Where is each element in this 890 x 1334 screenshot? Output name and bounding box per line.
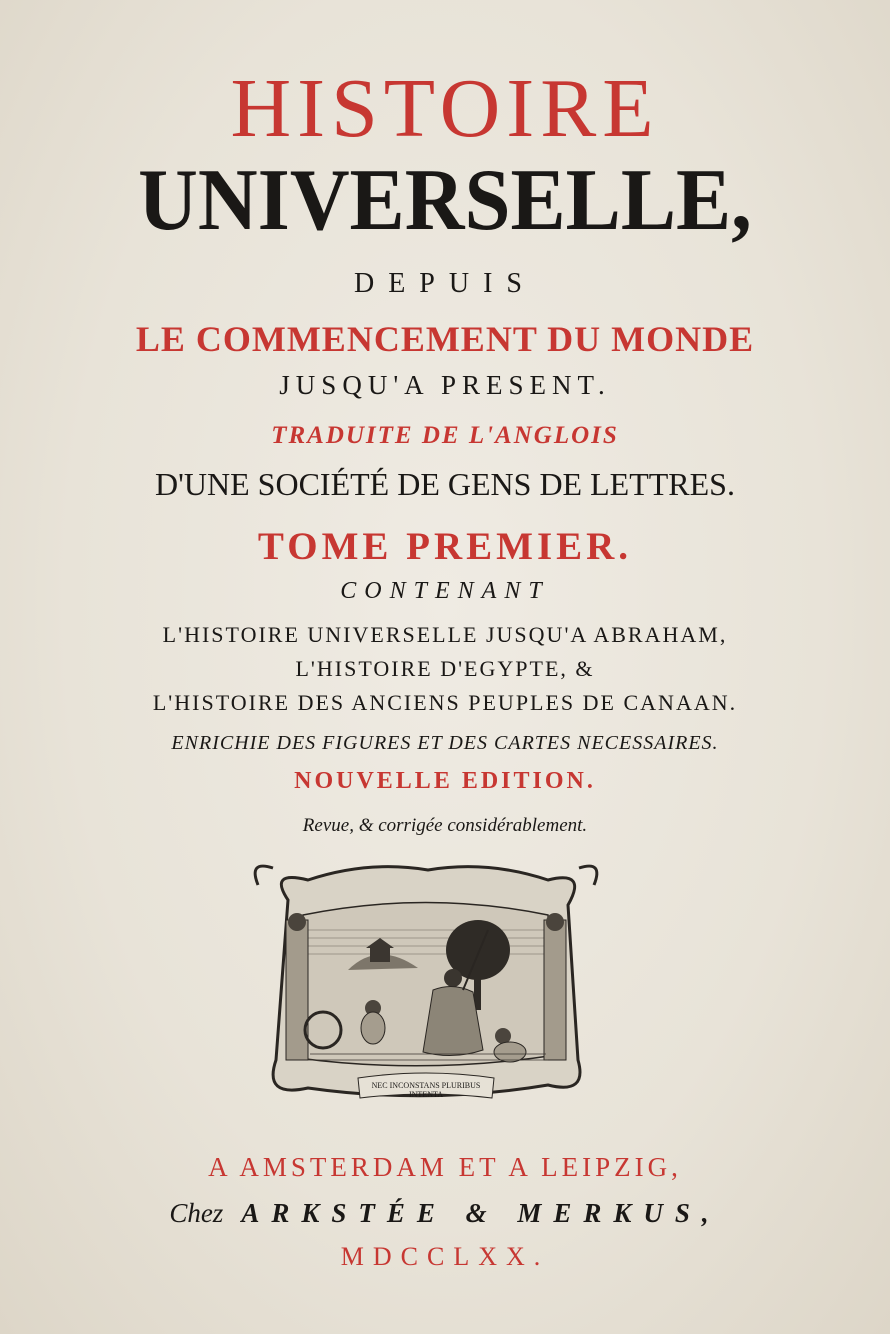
subtitle-depuis: DEPUIS <box>353 268 536 299</box>
title-line-histoire: HISTOIRE <box>230 62 660 155</box>
enrichie-line: ENRICHIE DES FIGURES ET DES CARTES NECESSAIRES. <box>171 732 719 754</box>
contents-line-canaan: L'HISTOIRE DES ANCIENS PEUPLES DE CANAAN. <box>152 690 738 715</box>
vignette-motto-top: NEC INCONSTANS PLURIBUS <box>371 1081 481 1090</box>
subtitle-societe: D'UNE SOCIÉTÉ DE GENS DE LETTRES. <box>155 466 735 502</box>
engraved-vignette-illustration <box>248 860 604 1110</box>
subtitle-commencement: LE COMMENCEMENT DU MONDE <box>135 319 755 359</box>
imprint-chez: Chez <box>169 1198 224 1228</box>
subtitle-jusqua: JUSQU'A PRESENT. <box>279 370 611 400</box>
contents-heading: CONTENANT <box>340 578 550 604</box>
nouvelle-edition: NOUVELLE EDITION. <box>294 768 596 794</box>
volume-tome-premier: TOME PREMIER. <box>257 525 633 568</box>
title-line-universelle: UNIVERSELLE, <box>138 152 752 249</box>
imprint-publisher: ARKSTÉE & MERKUS, <box>241 1198 721 1228</box>
contents-line-abraham: L'HISTOIRE UNIVERSELLE JUSQU'A ABRAHAM, <box>162 622 728 647</box>
contents-line-egypte: L'HISTOIRE D'EGYPTE, & <box>295 656 595 681</box>
subtitle-traduite: TRADUITE DE L'ANGLOIS <box>271 422 619 449</box>
vignette-motto-bottom: INTENTA <box>408 1090 444 1099</box>
imprint-date: MDCCLXX. <box>340 1242 550 1271</box>
imprint-place: A AMSTERDAM ET A LEIPZIG, <box>208 1152 682 1182</box>
imprint-publisher-line <box>0 1198 890 1229</box>
revue-corrigee: Revue, & corrigée considérablement. <box>302 815 588 836</box>
